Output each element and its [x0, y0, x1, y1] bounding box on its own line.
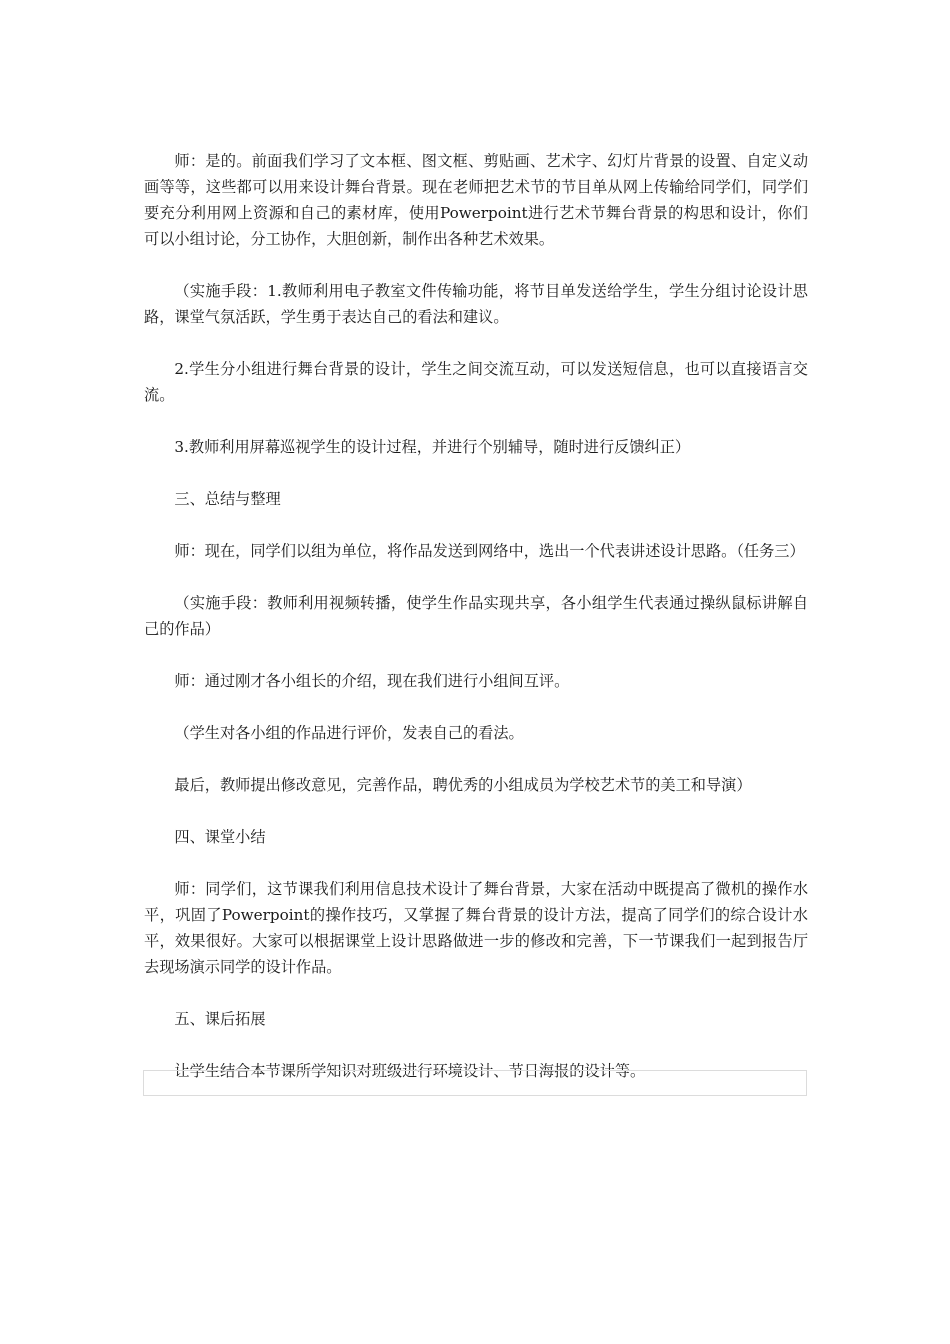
paragraph-student-evaluation: （学生对各小组的作品进行评价，发表自己的看法。: [174, 724, 524, 742]
section-heading-summary: 三、总结与整理: [174, 490, 281, 508]
paragraph-peer-review: 师：通过刚才各小组长的介绍，现在我们进行小组间互评。: [174, 672, 570, 690]
paragraph-extension: 让学生结合本节课所学知识对班级进行环境设计、节日海报的设计等。: [174, 1062, 646, 1080]
document-body: [144, 148, 808, 1084]
paragraph-method-1: （实施手段：1.教师利用电子教室文件传输功能，将节目单发送给学生，学生分组讨论设计思路，课堂气氛活跃，学生勇于表达自己的看法和建议。: [144, 282, 808, 326]
paragraph-method-video: （实施手段：教师利用视频转播，使学生作品实现共享，各小组学生代表通过操纵鼠标讲解自己的作品）: [144, 594, 808, 638]
paragraph-method-3: 3.教师利用屏幕巡视学生的设计过程，并进行个别辅导，随时进行反馈纠正）: [174, 438, 691, 456]
paragraph-teacher-feedback: 最后，教师提出修改意见，完善作品，聘优秀的小组成员为学校艺术节的美工和导演）: [174, 776, 752, 794]
section-heading-class-summary: 四、课堂小结: [174, 828, 266, 846]
paragraph-task-three: 师：现在，同学们以组为单位，将作品发送到网络中，选出一个代表讲述设计思路。（任务三）: [174, 542, 805, 560]
paragraph-class-summary: 师：同学们，这节课我们利用信息技术设计了舞台背景，大家在活动中既提高了微机的操作水平，巩固了Powerpoint的操作技巧，又掌握了舞台背景的设计方法，提高了同学们的综合设计水平，效果很好。大家可以根据课堂上设计思路做进一步的修改和完善，下一节课我们一起到报告厅去现场演示同学的设计作品。: [144, 880, 808, 976]
paragraph-teacher-intro: 师：是的。前面我们学习了文本框、图文框、剪贴画、艺术字、幻灯片背景的设置、自定义动画等等，这些都可以用来设计舞台背景。现在老师把艺术节的节目单从网上传输给同学们，同学们要充分利用网上资源和自己的素材库，使用Powerpoint进行艺术节舞台背景的构思和设计，你们可以小组讨论，分工协作，大胆创新，制作出各种艺术效果。: [144, 152, 808, 248]
section-heading-extension: 五、课后拓展: [174, 1010, 266, 1028]
empty-table-box: [143, 1070, 807, 1096]
paragraph-method-2: 2.学生分小组进行舞台背景的设计，学生之间交流互动，可以发送短信息，也可以直接语言交流。: [144, 360, 808, 404]
